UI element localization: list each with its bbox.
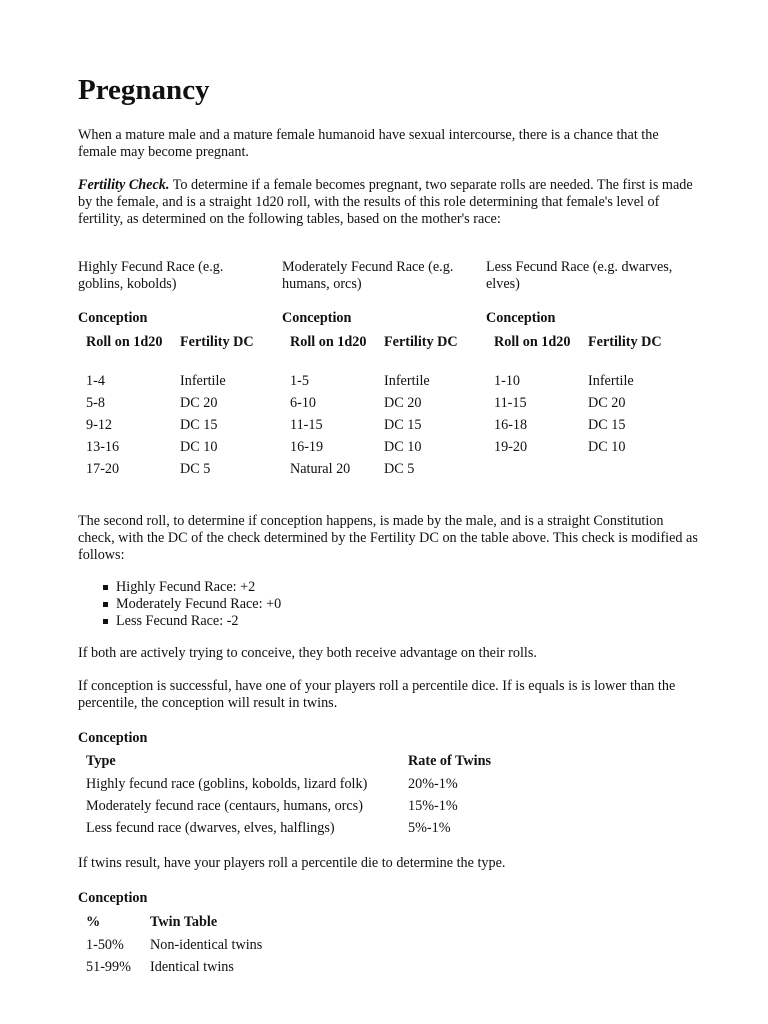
table-row: [86, 373, 260, 395]
table-cell: DC 10: [588, 439, 626, 455]
list-item: Highly Fecund Race: +2: [100, 579, 281, 596]
fertility-table-highly: [78, 259, 278, 483]
modifier-list: [100, 579, 281, 630]
table-cell: 17-20: [86, 461, 120, 477]
table-cell: 15%-1%: [408, 798, 458, 814]
fertility-dc-table: [290, 334, 464, 483]
fertility-dc-table: [86, 334, 260, 483]
table-cell: Infertile: [588, 373, 634, 389]
table-row: [86, 395, 260, 417]
fertility-check-text: To determine if a female becomes pregnant, two separate rolls are needed. The first is made by the female, and is a straight 1d20 roll, with the results of this role determining that female's level of fertility, as determined on the following tables, based on the mother's race:: [78, 177, 693, 227]
fertility-check-paragraph: [78, 177, 698, 228]
table-row: [86, 439, 260, 461]
advantage-paragraph: If both are actively trying to conceive, they both receive advantage on their rolls.: [78, 645, 537, 661]
table-cell: 1-10: [494, 373, 521, 389]
twins-intro-paragraph: If conception is successful, have one of your players roll a percentile dice. If is equals is is lower than the percentile, the conception will result in twins.: [78, 678, 676, 711]
table-cell: DC 20: [180, 395, 218, 411]
table-cell: DC 15: [180, 417, 218, 433]
table-cell: Less fecund race (dwarves, elves, halflings): [86, 820, 335, 836]
table-row: [86, 937, 262, 959]
table-row: [86, 798, 491, 820]
table-cell: Infertile: [384, 373, 430, 389]
table-row: [290, 395, 464, 417]
table-cell: 1-50%: [86, 937, 124, 953]
table-row: [86, 820, 491, 842]
table-cell: 1-5: [290, 373, 309, 389]
table-cell: 16-19: [290, 439, 324, 455]
second-roll-paragraph: The second roll, to determine if conception happens, is made by the male, and is a straight Constitution check, with the DC of the check determined by the Fertility DC on the table above. This check is modified as follows:: [78, 513, 698, 563]
column-header-roll: Roll on 1d20: [290, 334, 367, 350]
list-item: Moderately Fecund Race: +0: [100, 596, 281, 613]
twins-rate-table: [86, 753, 491, 842]
table-row: [290, 439, 464, 461]
fertility-dc-table: [494, 334, 668, 461]
table-cell: Moderately fecund race (centaurs, humans, orcs): [86, 798, 363, 814]
twins-rate-heading: Conception: [78, 730, 148, 746]
table-cell: 5%-1%: [408, 820, 451, 836]
table-row: [86, 417, 260, 439]
column-header-roll: Roll on 1d20: [494, 334, 571, 350]
table-cell: 6-10: [290, 395, 317, 411]
table-cell: DC 15: [588, 417, 626, 433]
column-header-dc: Fertility DC: [180, 334, 254, 350]
twins-type-paragraph: If twins result, have your players roll a percentile die to determine the type.: [78, 855, 506, 871]
fertility-table-less: [486, 259, 686, 461]
table-cell: 9-12: [86, 417, 113, 433]
race-label: Less Fecund Race (e.g. dwarves, elves): [486, 259, 673, 292]
table-row: [290, 417, 464, 439]
page-title: Pregnancy: [78, 74, 210, 106]
table-cell: 11-15: [494, 395, 527, 411]
intro-paragraph: When a mature male and a mature female humanoid have sexual intercourse, there is a chance that the female may become pregnant.: [78, 127, 659, 160]
column-header-rate: Rate of Twins: [408, 753, 492, 769]
table-cell: DC 10: [180, 439, 218, 455]
table-row: [86, 461, 260, 483]
table-cell: DC 20: [588, 395, 626, 411]
table-row: [86, 959, 262, 981]
table-row: [494, 417, 668, 439]
table-cell: 20%-1%: [408, 776, 458, 792]
column-header-dc: Fertility DC: [588, 334, 662, 350]
table-cell: DC 5: [180, 461, 211, 477]
table-cell: 51-99%: [86, 959, 131, 975]
table-cell: 11-15: [290, 417, 323, 433]
table-cell: DC 20: [384, 395, 422, 411]
twin-type-table: [86, 914, 262, 981]
table-row: [290, 373, 464, 395]
table-cell: 16-18: [494, 417, 528, 433]
column-header-dc: Fertility DC: [384, 334, 458, 350]
table-cell: DC 10: [384, 439, 422, 455]
table-cell: Highly fecund race (goblins, kobolds, lizard folk): [86, 776, 368, 792]
race-label: Highly Fecund Race (e.g. goblins, kobolds): [78, 259, 224, 292]
twin-table-heading: Conception: [78, 890, 148, 906]
table-cell: 13-16: [86, 439, 120, 455]
table-heading: Conception: [486, 310, 556, 326]
table-row: [494, 439, 668, 461]
fertility-table-moderately: [282, 259, 482, 483]
table-cell: 5-8: [86, 395, 105, 411]
table-heading: Conception: [282, 310, 352, 326]
table-cell: DC 5: [384, 461, 415, 477]
column-header-twin-table: Twin Table: [150, 914, 218, 930]
table-row: [494, 373, 668, 395]
fertility-check-label: Fertility Check.: [78, 177, 170, 193]
table-row: [86, 776, 491, 798]
table-cell: DC 15: [384, 417, 422, 433]
table-row: [290, 461, 464, 483]
table-cell: Natural 20: [290, 461, 351, 477]
column-header-type: Type: [86, 753, 116, 769]
table-row: [494, 395, 668, 417]
race-label: Moderately Fecund Race (e.g. humans, orcs): [282, 259, 454, 292]
column-header-roll: Roll on 1d20: [86, 334, 163, 350]
list-item: Less Fecund Race: -2: [100, 613, 281, 630]
table-heading: Conception: [78, 310, 148, 326]
table-cell: Infertile: [180, 373, 226, 389]
table-cell: Non-identical twins: [150, 937, 263, 953]
table-cell: 19-20: [494, 439, 528, 455]
table-cell: Identical twins: [150, 959, 234, 975]
table-cell: 1-4: [86, 373, 105, 389]
column-header-percent: %: [86, 914, 101, 930]
